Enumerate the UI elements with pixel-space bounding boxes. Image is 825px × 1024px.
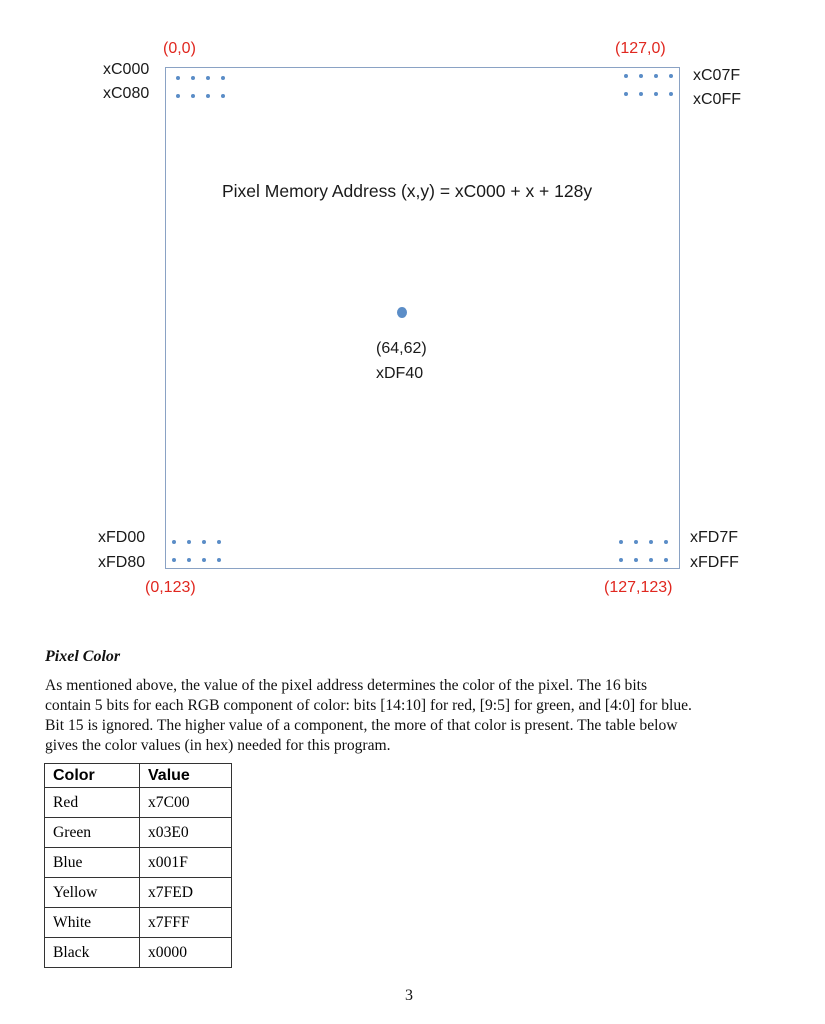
pixel-dot (172, 540, 176, 544)
address-bottom-right-row1: xFD7F (690, 529, 738, 546)
table-row (45, 788, 232, 818)
pixel-dot (669, 92, 673, 96)
corner-label-top-left: (0,0) (163, 40, 196, 57)
center-pixel-coord: (64,62) (376, 340, 427, 357)
pixel-dot (624, 74, 628, 78)
pixel-dot (619, 558, 623, 562)
address-top-right-row2: xC0FF (693, 91, 741, 108)
color-value-cell: x001F (140, 848, 232, 878)
table-row (45, 848, 232, 878)
pixel-dot (217, 540, 221, 544)
pixel-dot (191, 94, 195, 98)
pixel-row-top-left-2 (176, 94, 228, 100)
section-title: Pixel Color (45, 648, 121, 665)
table-header-row (45, 764, 232, 788)
pixel-row-top-right-2 (624, 92, 676, 98)
color-value-cell: x7FED (140, 878, 232, 908)
center-pixel-dot (397, 307, 407, 318)
pixel-dot (664, 558, 668, 562)
pixel-dot (649, 540, 653, 544)
pixel-dot (649, 558, 653, 562)
corner-label-bottom-left: (0,123) (145, 579, 196, 596)
pixel-dot (654, 92, 658, 96)
table-row (45, 938, 232, 968)
pixel-dot (176, 76, 180, 80)
color-values-table (44, 763, 232, 968)
screen-boundary (165, 67, 680, 569)
pixel-row-bottom-left-1 (172, 540, 224, 546)
pixel-row-top-right-1 (624, 74, 676, 80)
pixel-dot (206, 94, 210, 98)
color-name-cell: White (45, 908, 140, 938)
address-bottom-left-row2: xFD80 (98, 554, 146, 571)
table-row (45, 818, 232, 848)
pixel-row-bottom-left-2 (172, 558, 224, 564)
color-name-cell: Black (45, 938, 140, 968)
pixel-dot (664, 540, 668, 544)
color-name-cell: Yellow (45, 878, 140, 908)
pixel-dot (187, 540, 191, 544)
address-top-left-row2: xC080 (103, 85, 150, 102)
paragraph-line: As mentioned above, the value of the pixel address determines the color of the pixel. The 16 bits (45, 677, 648, 694)
pixel-dot (634, 540, 638, 544)
center-pixel-address: xDF40 (376, 365, 424, 382)
color-name-cell: Red (45, 788, 140, 818)
pixel-dot (619, 540, 623, 544)
corner-label-top-right: (127,0) (615, 40, 666, 57)
color-name-cell: Green (45, 818, 140, 848)
pixel-dot (634, 558, 638, 562)
color-name-cell: Blue (45, 848, 140, 878)
column-header-value: Value (140, 764, 232, 788)
pixel-dot (206, 76, 210, 80)
pixel-dot (202, 540, 206, 544)
address-top-right-row1: xC07F (693, 67, 741, 84)
address-bottom-left-row1: xFD00 (98, 529, 146, 546)
pixel-dot (217, 558, 221, 562)
column-header-color: Color (45, 764, 140, 788)
page-number: 3 (405, 987, 413, 1004)
color-value-cell: x7C00 (140, 788, 232, 818)
pixel-dot (639, 92, 643, 96)
pixel-dot (187, 558, 191, 562)
paragraph-line: contain 5 bits for each RGB component of color: bits [14:10] for red, [9:5] for green, and [4:0] for blue. (45, 697, 692, 714)
pixel-row-bottom-right-1 (619, 540, 671, 546)
pixel-dot (202, 558, 206, 562)
address-formula: Pixel Memory Address (x,y) = xC000 + x + 128y (222, 181, 593, 201)
color-value-cell: x7FFF (140, 908, 232, 938)
pixel-dot (624, 92, 628, 96)
paragraph-line: Bit 15 is ignored. The higher value of a component, the more of that color is present. The table below (45, 717, 678, 734)
pixel-dot (172, 558, 176, 562)
pixel-dot (669, 74, 673, 78)
corner-label-bottom-right: (127,123) (604, 579, 673, 596)
pixel-row-top-left-1 (176, 76, 228, 82)
address-top-left-row1: xC000 (103, 61, 150, 78)
pixel-row-bottom-right-2 (619, 558, 671, 564)
color-value-cell: x0000 (140, 938, 232, 968)
address-bottom-right-row2: xFDFF (690, 554, 739, 571)
table-row (45, 878, 232, 908)
paragraph-line: gives the color values (in hex) needed for this program. (45, 737, 391, 754)
pixel-dot (654, 74, 658, 78)
table-row (45, 908, 232, 938)
pixel-dot (191, 76, 195, 80)
pixel-dot (221, 94, 225, 98)
section-paragraph (45, 676, 780, 756)
color-value-cell: x03E0 (140, 818, 232, 848)
pixel-dot (221, 76, 225, 80)
pixel-dot (639, 74, 643, 78)
pixel-dot (176, 94, 180, 98)
